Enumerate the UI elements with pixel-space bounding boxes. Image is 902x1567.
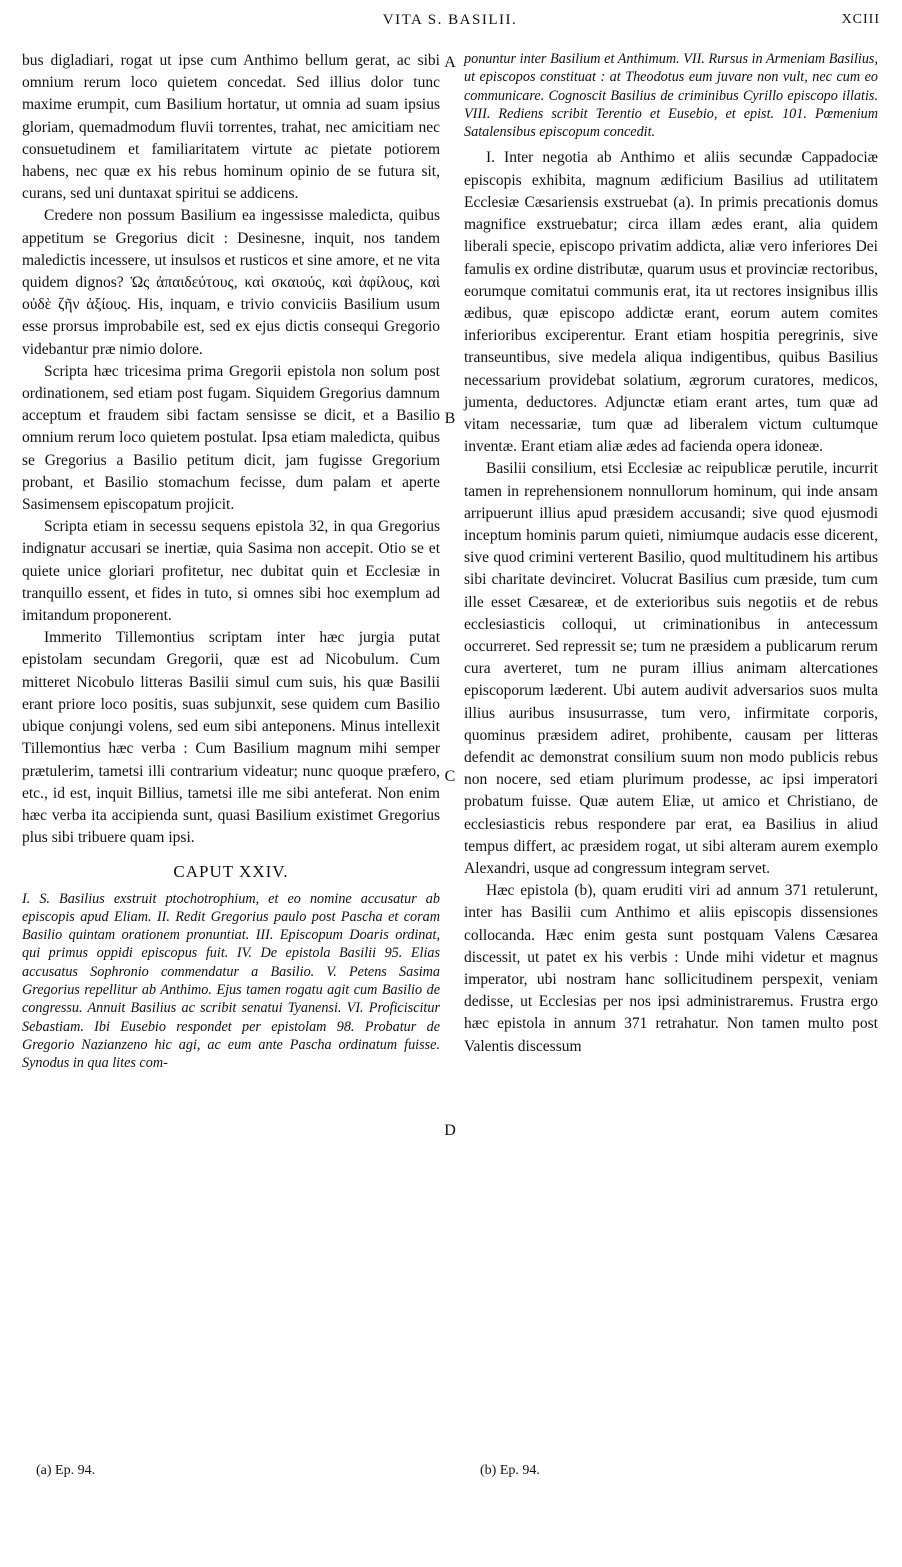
chapter-title: CAPUT XXIV. [173,862,289,882]
paragraph: Scripta hæc tricesima prima Gregorii epistola non solum post ordinationem, sed etiam post fugam. Siquidem Gregorius damnum acceptum et fraudem sibi factam sensisse se dicit, et a Basilio omnium rerum loco quietem postulat. Ipsa etiam maledicta, quibus se Gregorius a Basilio petitum dicit, jam fugisse Gregorium probant, et Basilio stomachum fecisse, dum palam et aperte Sasimensem episcopatum projicit. [22,362,440,514]
paragraph: bus digladiari, rogat ut ipse cum Anthimo bellum gerat, ac sibi omnium rerum loco quietem concedat. Sed illius dolor tunc maxime erumpit, cum Basilium hortatur, ut omnia ad suam ipsius gloriam, quemadmodum fluvii torrentes, trahat, nec amicitiam nec consuetudinem et familiaritatem virtute ac pietate potiorem habens, nec quæ ex his rebus hominum opinio de se futura sit, curans, sed uni duntaxat spiritui se addicens. [22,52,440,203]
page-number: XCIII [841,12,880,27]
paragraph: Immerito Tillemontius scriptam inter hæc jurgia putat epistolam secundam Gregorii, quæ est ad Nicobulum. Cum mitteret Nicobulo litteras Basilii simul cum suis, his quæ Basilii erant priore loco positis, suas subjunxit, sese quidem cum Basilio ubique conjungi volens, sed eum sibi anteponens. Minus intellexit Tillemontius hæc verba : Cum Basilium magnum mihi semper prætulerim, tametsi illi contrarium videatur; nunc quoque præfero, etc., id est, inquit Billius, tametsi ille me sibi anteferat. Non enim hæc verba ita accipienda sunt, quasi Basilium existimet Gregorius plus sibi tribuere quam ipsi. [22,629,440,847]
margin-marker-d: D [444,1122,456,1139]
margin-marker-c: C [444,768,456,785]
footnote-left: (a) Ep. 94. [36,1463,96,1478]
paragraph: Scripta etiam in secessu sequens epistola 32, in qua Gregorius indignatur accusari se inertiæ, quia Sasima non accepit. Otio se et quiete unice gloriari profitetur, nec dubitat quin et Ecclesiæ in tranquillo essent, et fides in tuto, si omnes sibi hoc exemplum ad imitandum proponerent. [22,518,440,625]
paragraph: I. Inter negotia ab Anthimo et aliis secundæ Cappadociæ episcopis exhibita, magnum ædificium Basilius ad utilitatem Ecclesiæ Cæsariensis exstruebat (a). In primis precationis domus magnifice exstruebatur; circa illam ædes erant, alia quidem liberali specie, episcopo privatim addicta, aliæ vero inferiores Dei famulis ex ordine distributæ, quarum usus et provinciæ rectoribus, eorumque comitatui communis erat, ita ut rectores insignibus illis ædibus, quæ episcopo addictæ erant, eorum autem comites inferioribus exciperentur. Erant etiam hospitia peregrinis, sive transeuntibus, sive medela aliqua indigentibus, quibus Basilius necessarium providebat solatium, ægrorum curatores, medicos, jumenta, deductores. Adjunctæ etiam erant artes, tum quæ ad vitam necessariæ, tum quæ ad liberalem victum cultumque inventæ. Erant etiam aliæ ædes ad facienda opera idoneæ. [464,149,878,456]
margin-marker-b: B [444,410,456,427]
chapter-summary-continued: ponuntur inter Basilium et Anthimum. VII. Rursus in Armeniam Basilius, ut episcopos constituat : at Theodotus eum juvare non vult, nec cum eo communicare. Cognoscit Basilius de criminibus Cyrillo episcopo illatis. VIII. Rediens scribit Terentio et Eusebio, et epist. 101. Pœmenium Satalensibus episcopum concedit. [464,51,878,141]
paragraph: Basilii consilium, etsi Ecclesiæ ac reipublicæ perutile, incurrit tamen in reprehensionem nonnullorum hominum, qui inde ansam arripuerunt illius apud præsidem accusandi; sive quod ejusmodi inceptum hominis parum quieti, nimiumque audacis esse dicerent, sive quod crimini verterent Basilio, quod multitudinem his artibus sibi charitate devinciret. Volucrat Basilius cum præside, tum cum ille esset Cæsareæ, et de exterioribus suis negotiis et de rebus ecclesiasticis colloqui, ut criminationibus in antecessum occurreret. Sed repressit se; tum ne præsidem a publicarum rerum cura averteret, tum ne puram illius animam altercationes episcoporum læderent. Ubi autem audivit adversarios suos multa illius auribus insusurrasse, tum vero, infirmitate corporis, quominus præsidem adiret, prohibente, causam per litteras defendit ac demonstrat consilium suum non modo publicis rebus non nocere, sed etiam plurimum prodesse, ac ipsi imperatori probatum fuisse. Quæ autem Eliæ, ut amico et Christiano, de ecclesiasticis rebus respondere par erat, ea Basilius in aliud tempus differt, ac præsidem rogat, ut sibi alteram aurem exemplo Alexandri, usque ad congressum integram servet. [464,460,878,877]
chapter-summary: I. S. Basilius exstruit ptochotrophium, et eo nomine accusatur ab episcopis apud Eliam. II. Redit Gregorius paulo post Pascha et coram Basilio quintam orationem pronuntiat. III. Episcopum Doaris ordinat, qui primus oppidi episcopus fuit. IV. De epistola Basilii 95. Elias accusatus Sophronio commendatur a Basilio. V. Petens Sasima Gregorius repellitur ab Anthimo. Ejus tamen rogatu agit cum Basilio de congressu. Annuit Basilius ac scribit senatui Tyanensi. VI. Proficiscitur Sebastiam. Ibi Eusebio respondet per epistolam 98. Probatur de Gregorio Nazianzeno hic agi, ac eum ante Pascha ordinatum fuisse. Synodus in qua lites com- [22,890,440,1072]
paragraph: Hæc epistola (b), quam eruditi viri ad annum 371 retulerunt, inter has Basilii cum Anthimo et aliis episcopis dissensiones collocanda. Hæc enim gesta sunt postquam Valens Cæsarea discessit, ut patet ex his verbis : Unde mihi videtur et magnus imperator, ubi nostram hanc sollicitudinem perspexit, veniam dedisse, ut Ecclesias per nos ipsi administraremus. Frustra ergo hæc epistola in annum 371 retrahatur. Non tamen multo post Valentis discessum [464,882,878,1055]
page-header [16,8,884,38]
right-column [464,50,878,1058]
left-column [22,50,440,1072]
footnote-right: (b) Ep. 94. [480,1463,540,1478]
paragraph: Credere non possum Basilium ea ingessisse maledicta, quibus appetitum se Gregorius dicit : Desinesne, inquit, nos tandem maledictis incessere, ut insulsos et rusticos et sine amore, et ne vita quidem dignos? Ὡς ἀπαιδεύτους, καὶ σκαιούς, καὶ ἀφίλους, καὶ οὐδὲ ζῆν ἀξίους. His, inquam, e trivio conviciis Basilium usum esse prorsus improbabile est, sed ex ejus dictis consequi Gregorio videbantur præ nimio dolore. [22,207,440,358]
margin-marker-a: A [444,54,456,71]
running-title: VITA S. BASILII. [382,12,518,28]
